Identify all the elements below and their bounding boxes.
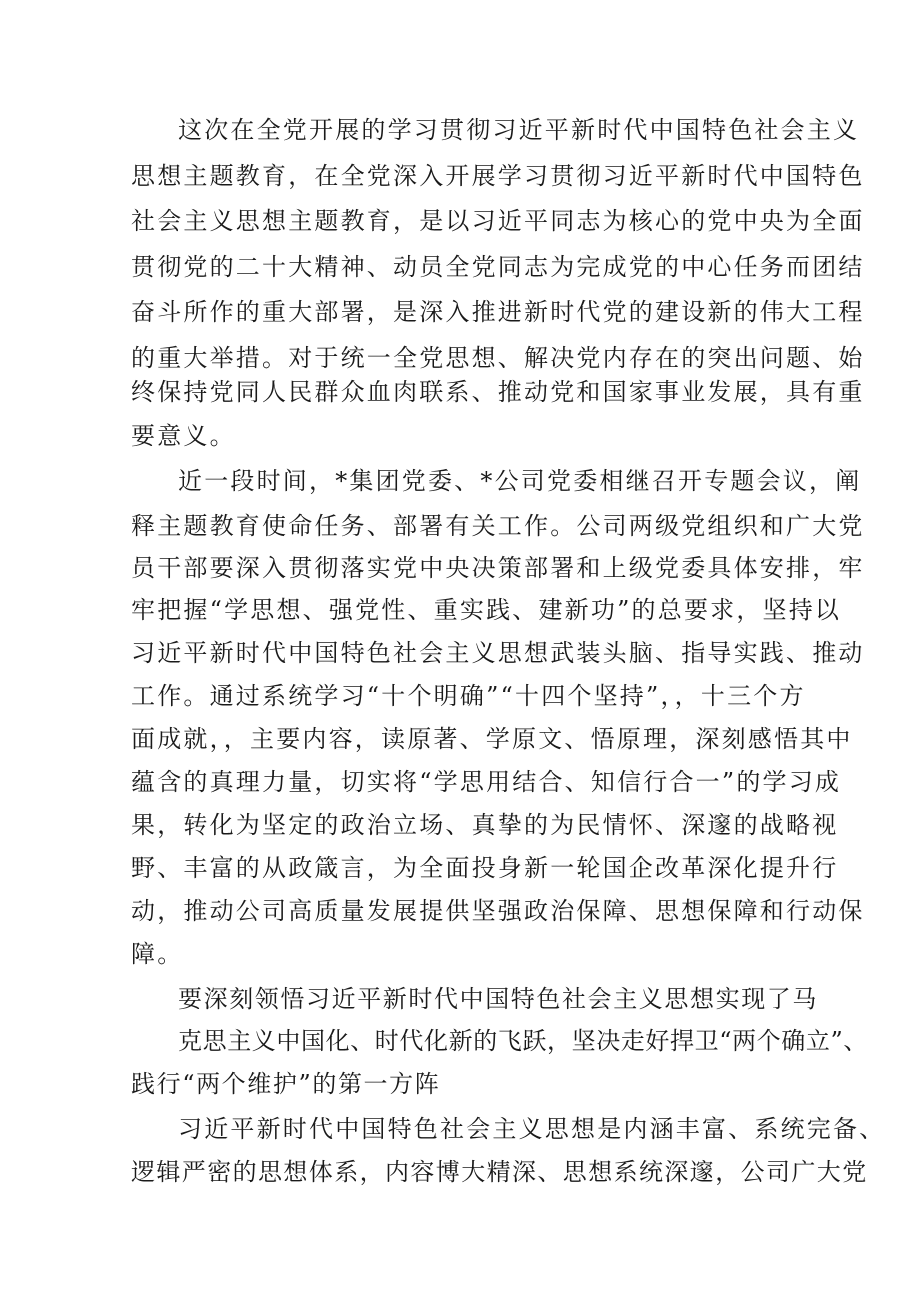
paragraph-1-line-5: 奋斗所作的重大部署，是深入推进新时代党的建设新的伟大工程	[131, 298, 865, 326]
paragraph-2-line-12: 障。	[131, 940, 184, 968]
heading-line-2: 克思主义中国化、时代化新的飞跃，坚决走好捍卫“两个确立”、	[178, 1027, 868, 1055]
paragraph-2-line-7: 面成就，，主要内容，读原著、学原文、悟原理，深刻感悟其中	[131, 725, 853, 753]
paragraph-1-line-3: 社会主义思想主题教育，是以习近平同志为核心的党中央为全面	[131, 207, 865, 235]
paragraph-2-line-3: 员干部要深入贯彻落实党中央决策部署和上级党委具体安排，牢	[131, 554, 865, 582]
paragraph-2-line-6: 工作。通过系统学习“十个明确”“十四个坚持”，，十三个方	[131, 682, 806, 710]
paragraph-1-line-7: 终保持党同人民群众血肉联系、推动党和国家事业发展，具有重	[131, 378, 865, 406]
paragraph-1-line-6: 的重大举措。对于统一全党思想、解决党内存在的突出问题、始	[131, 344, 865, 372]
paragraph-2-line-5: 习近平新时代中国特色社会主义思想武装头脑、指导实践、推动	[131, 639, 865, 667]
paragraph-2-line-9: 果，转化为坚定的政治立场、真挚的为民情怀、深邃的战略视	[131, 811, 839, 839]
paragraph-1-line-2: 思想主题教育，在全党深入开展学习贯彻习近平新时代中国特色	[131, 162, 865, 190]
paragraph-1-line-1: 这次在全党开展的学习贯彻习近平新时代中国特色社会主义	[178, 116, 860, 144]
heading-line-3: 践行“两个维护”的第一方阵	[131, 1070, 441, 1098]
paragraph-1-line-8: 要意义。	[131, 422, 236, 450]
paragraph-2-line-10: 野、丰富的从政箴言，为全面投身新一轮国企改革深化提升行	[131, 854, 839, 882]
heading-line-1: 要深刻领悟习近平新时代中国特色社会主义思想实现了马	[178, 985, 818, 1013]
paragraph-2-line-1: 近一段时间，*集团党委、*公司党委相继召开专题会议，阐	[178, 467, 862, 495]
paragraph-1-line-4: 贯彻党的二十大精神、动员全党同志为完成党的中心任务而团结	[131, 253, 865, 281]
paragraph-2-line-8: 蕴含的真理力量，切实将“学思用结合、知信行合一”的学习成	[131, 768, 842, 796]
paragraph-2-line-2: 释主题教育使命任务、部署有关工作。公司两级党组织和广大党	[131, 512, 865, 540]
paragraph-3-line-2: 逻辑严密的思想体系，内容博大精深、思想系统深邃，公司广大党	[131, 1158, 868, 1186]
paragraph-3-line-1: 习近平新时代中国特色社会主义思想是内涵丰富、系统完备、	[178, 1115, 886, 1143]
paragraph-2-line-11: 动，推动公司高质量发展提供坚强政治保障、思想保障和行动保	[131, 897, 865, 925]
paragraph-2-line-4: 牢把握“学思想、强党性、重实践、建新功”的总要求，坚持以	[131, 596, 842, 624]
